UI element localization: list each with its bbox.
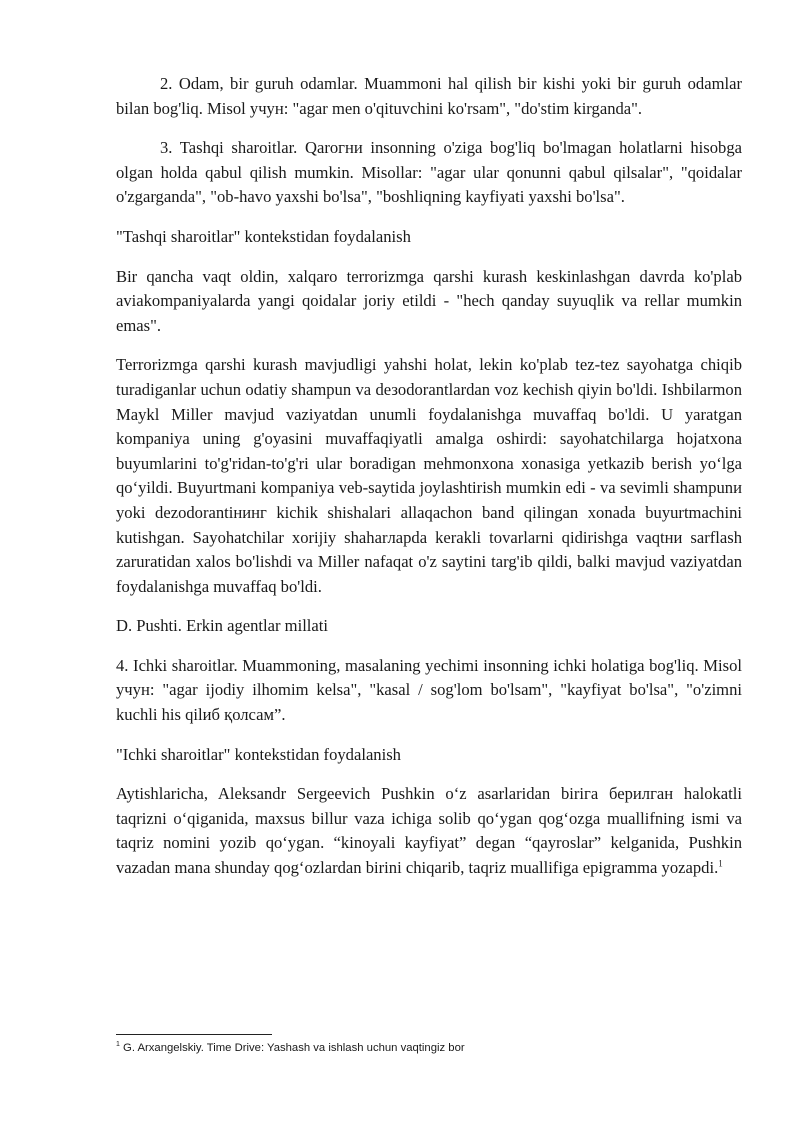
footnote-divider bbox=[116, 1034, 272, 1035]
paragraph-item-3: 3. Tashqi sharoitlar. Qarогни insonning o'ziga bog'liq bo'lmagan holatlarni hisobga olgan holda qabul qilish mumkin. Misollar: "agar ular qonunni qabul qilsalar", "qoidalar o'zgarganda", "ob-havo yaxshi bo'lsa", "boshliqning kayfiyati yaxshi bo'lsa". bbox=[116, 138, 742, 207]
source-reference: D. Pushti. Erkin agentlar millati bbox=[116, 616, 328, 636]
paragraph-item-2: 2. Odam, bir guruh odamlar. Muammoni hal qilish bir kishi yoki bir guruh odamlar bilan bog'liq. Misol учун: "agar men o'qituvchini ko'rsam", "do'stim kirganda". bbox=[116, 74, 742, 118]
footnote-text: G. Arxangelskiy. Time Drive: Yashash va ishlash uchun vaqtingiz bor bbox=[119, 1042, 465, 1054]
paragraph-item-4: 4. Ichki sharoitlar. Muammoning, masalaning yechimi insonning ichki holatiga bog'liq. Misol учун: "agar ijodiy ilhomim kelsa", "kasal / sog'lom bo'lsam", "kayfiyat bo'lsa", "o'zimni kuchli his qilиб қолсам”. bbox=[116, 655, 742, 725]
footnote-marker: 1 bbox=[116, 1041, 120, 1049]
pushkin-story-text: Aytishlaricha, Aleksandr Sergeevich Pushkin o‘z asarlaridan biriга берилган halokatli taqrizni o‘qiganida, maxsus billur vaza ichiga solib qo‘ygan qog‘ozga muallifning ismi va taqriz nomini yozib qo‘ygan. “kinoyali kayfiyat” degan “qayroslar” kelganida, Pushkin vazadan mana shunday qog‘ozlardan birini chiqarib, taqriz muallifiga epigramma yozapdi. bbox=[116, 784, 742, 878]
paragraph-miller-story: Terrorizmga qarshi kurash mavjudligi yahshi holat, lekin ko'plab tez-tez sayohatga chiqib turadiganlar uchun odatiy shampun va dезodorantlardan voz kechish qiyin bo'ldi. Ishbilarmon Maykl Miller mavjud vaziyatdan unumli foydalanishga muvaffaq bo'ldi. U yaratgan kompaniya uning g'oyasini muvaffaqiyatli amalga oshirdi: sayohatchilarga hojatxona buyumlarini to'g'ridan-to'g'ri ular boradigan mehmonxona xonasiga yetkazib berish yo‘lga qo‘yildi. Buyurtmani kompaniya veb-saytida joylashtirish mumkin edi - va sevimli shampunи yoki dezodorantiнинг kichik shishalari allaqachon band qilingan xonada buyurtmachini kutishgan. Sayohatchilar xorijiy shaharларda kerakli tovarlarni qidirishga vaqtни sarflash zaruratidan xalos bo'lishdi va Miller nafaqat o'z saytini targ'ib qildi, balki mavjud vaziyatdan foydalanishga muvaffaq bo'ldi. bbox=[116, 355, 742, 596]
footnote-reference[interactable]: 1 bbox=[718, 858, 723, 869]
document-body bbox=[116, 72, 742, 896]
section-heading-internal: "Ichki sharoitlar" kontekstidan foydalanish bbox=[116, 744, 401, 764]
section-heading-external: "Tashqi sharoitlar" kontekstidan foydalanish bbox=[116, 226, 411, 246]
paragraph-pushkin-story bbox=[116, 782, 742, 880]
footnote bbox=[116, 1041, 742, 1055]
paragraph-aviation-rules: Bir qancha vaqt oldin, xalqaro terrorizmga qarshi kurash keskinlashgan davrda ko'plab aviakompaniyalarda yangi qoidalar joriy etildi - "hech qanday suyuqlik va rellar mumkin emas". bbox=[116, 266, 742, 335]
